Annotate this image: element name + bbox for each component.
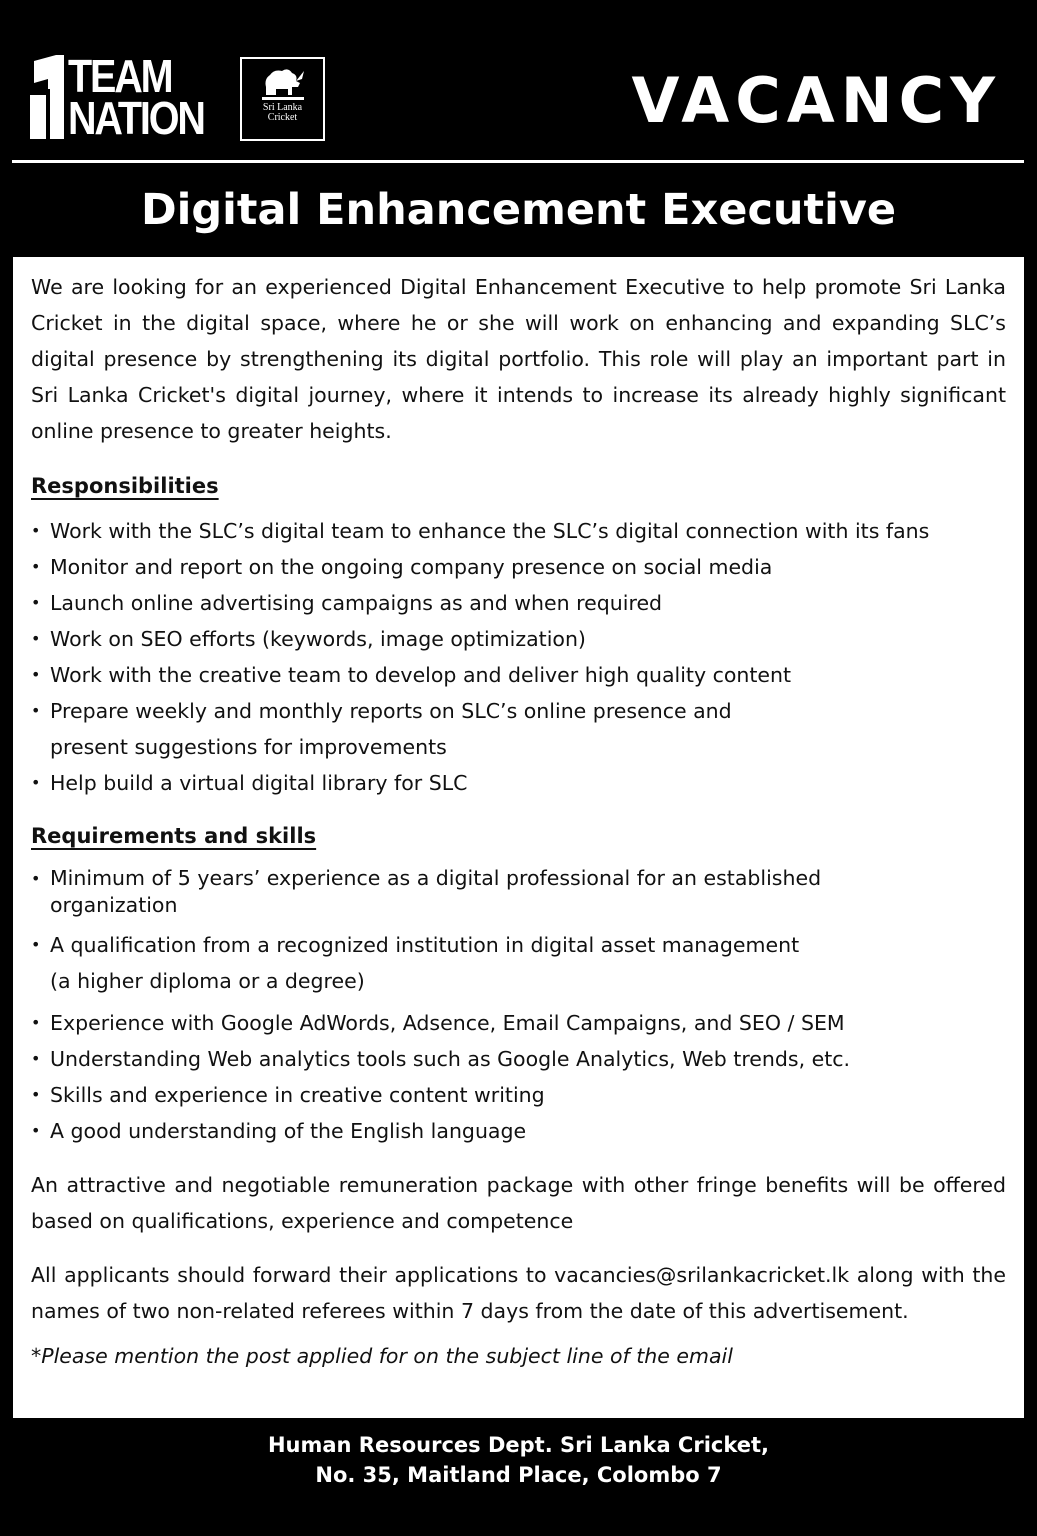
list-item: • Skills and experience in creative content writing — [31, 1083, 545, 1107]
footer-line-1: Human Resources Dept. Sri Lanka Cricket, — [267, 1433, 770, 1457]
job-title: Digital Enhancement Executive — [140, 185, 897, 235]
list-item: • Help build a virtual digital library for SLC — [31, 771, 468, 795]
list-item: • Work on SEO efforts (keywords, image optimization) — [31, 627, 586, 651]
lion-icon — [260, 65, 306, 103]
responsibilities-heading: Responsibilities — [31, 474, 219, 498]
list-item-continuation: present suggestions for improvements — [50, 735, 447, 759]
sri-lanka-cricket-crest — [240, 57, 325, 141]
intro-paragraph: We are looking for an experienced Digital Enhancement Executive to help promote Sri Lanka Cricket in the digital space, where he or she will work on enhancing and expanding SLC’s digital presence by strengthening its digital portfolio. This role will play an important part in Sri Lanka Cricket's digital journey, where it intends to increase its already highly significant online presence to greater heights. — [31, 275, 1006, 443]
header — [0, 0, 1037, 160]
vacancy-heading: VACANCY — [631, 64, 1001, 137]
list-item: • Work with the creative team to develop and deliver high quality content — [31, 663, 792, 687]
list-item: • Understanding Web analytics tools such as Google Analytics, Web trends, etc. — [31, 1047, 851, 1071]
subject-line-note: *Please mention the post applied for on the subject line of the email — [31, 1344, 733, 1368]
footer-address — [0, 1430, 1037, 1490]
crest-text-line-1: Sri Lanka — [262, 102, 303, 113]
content-panel — [13, 257, 1024, 1418]
list-item: • Launch online advertising campaigns as and when required — [31, 591, 663, 615]
list-item: • A qualification from a recognized institution in digital asset management — [31, 933, 800, 957]
logo-word-nation: NATION — [68, 92, 204, 144]
requirements-list — [31, 865, 1006, 1149]
logo-word-team: TEAM — [68, 50, 172, 102]
responsibilities-list — [31, 513, 1006, 801]
footer-line-2: No. 35, Maitland Place, Colombo 7 — [315, 1463, 722, 1487]
list-item: • A good understanding of the English language — [31, 1119, 527, 1143]
logo-numeral-one — [30, 55, 66, 139]
header-divider — [12, 160, 1024, 163]
crest-text-line-2: Cricket — [267, 112, 298, 123]
application-paragraph: All applicants should forward their applications to vacancies@srilankacricket.lk along with the names of two non-related referees within 7 days from the date of this advertisement. — [31, 1263, 1006, 1323]
list-item: • Monitor and report on the ongoing company presence on social media — [31, 555, 773, 579]
list-item: • Minimum of 5 years’ experience as a digital professional for an established — [31, 866, 822, 890]
team-nation-logo — [30, 50, 226, 145]
list-item: • Prepare weekly and monthly reports on SLC’s online presence and — [31, 699, 732, 723]
remuneration-paragraph: An attractive and negotiable remuneration package with other fringe benefits will be offered based on qualifications, experience and competence — [31, 1173, 1006, 1233]
list-item: • Work with the SLC’s digital team to enhance the SLC’s digital connection with its fans — [31, 519, 930, 543]
list-item: • Experience with Google AdWords, Adsence, Email Campaigns, and SEO / SEM — [31, 1011, 845, 1035]
list-item-continuation: (a higher diploma or a degree) — [50, 969, 365, 993]
requirements-heading: Requirements and skills — [31, 824, 317, 848]
list-item-continuation: organization — [50, 893, 178, 917]
